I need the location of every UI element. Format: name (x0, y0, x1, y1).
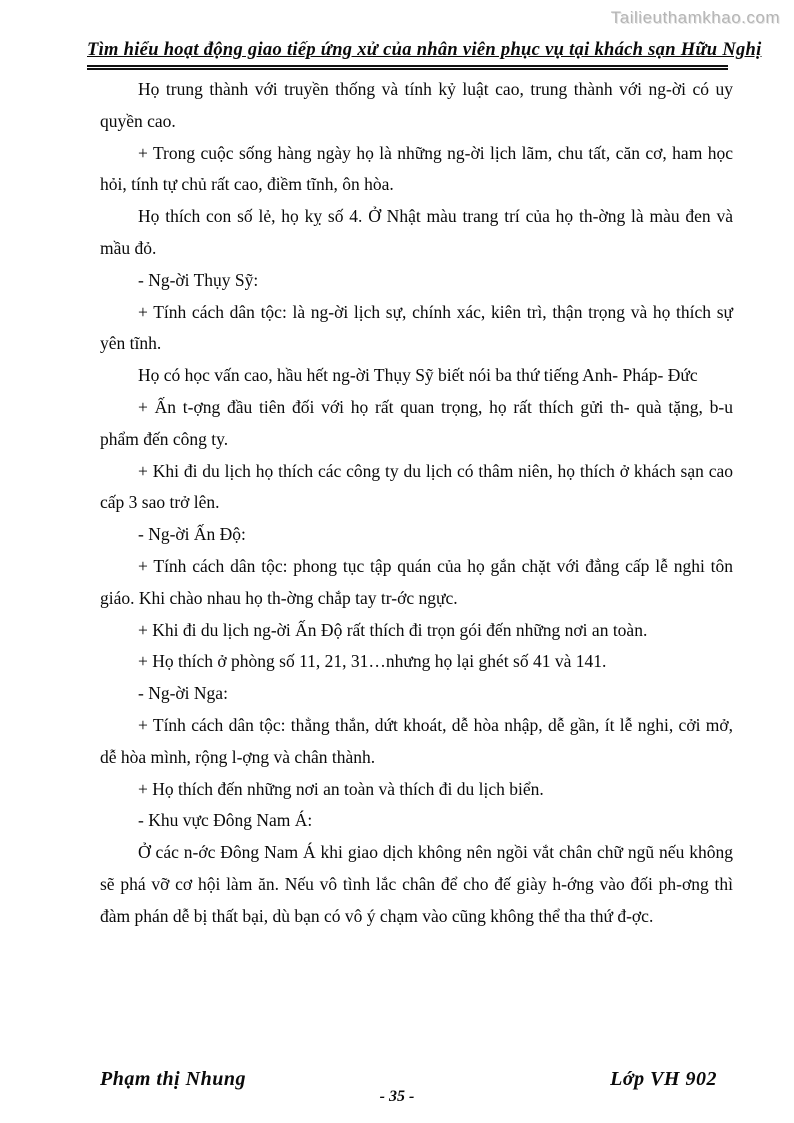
paragraph: Họ có học vấn cao, hầu hết ng-ời Thụy Sỹ biết nói ba thứ tiếng Anh- Pháp- Đức (138, 365, 698, 386)
paragraph: + Khi đi du lịch ng-ời Ấn Độ rất thích đi trọn gói đến những nơi an toàn. (138, 619, 648, 640)
document-body (100, 74, 733, 933)
paragraph: Ở các n-ớc Đông Nam Á khi giao dịch không nên ngồi vắt chân chữ ngũ nếu không sẽ phá vỡ cơ hội làm ăn. Nếu vô tình lắc chân để cho đế giày h-ớng vào đối ph-ơng thì đàm phán dễ bị thất bại, dù bạn có vô ý chạm vào cũng không thể tha thứ đ-ợc. (100, 842, 733, 926)
paragraph: Họ trung thành với truyền thống và tính kỷ luật cao, trung thành với ng-ời có uy quyền cao. (100, 79, 733, 131)
paragraph: + Tính cách dân tộc: là ng-ời lịch sự, chính xác, kiên trì, thận trọng và họ thích sự yên tĩnh. (100, 301, 733, 354)
header-double-rule (87, 65, 728, 70)
paragraph: + Họ thích đến những nơi an toàn và thích đi du lịch biển. (138, 778, 544, 799)
paragraph: - Ng-ời Thụy Sỹ: (138, 269, 259, 290)
paragraph: - Khu vực Đông Nam Á: (138, 810, 313, 831)
page-title: Tìm hiểu hoạt động giao tiếp ứng xử của nhân viên phục vụ tại khách sạn Hữu Nghị (87, 40, 762, 60)
page-header (87, 40, 762, 70)
paragraph: + Ấn t-ợng đầu tiên đối với họ rất quan trọng, họ rất thích gửi th- quà tặng, b-u phẩm đến công ty. (100, 396, 733, 449)
paragraph: + Khi đi du lịch họ thích các công ty du lịch có thâm niên, họ thích ở khách sạn cao cấp 3 sao trở lên. (100, 460, 733, 513)
paragraph: + Tính cách dân tộc: phong tục tập quán của họ gắn chặt với đẳng cấp lễ nghi tôn giáo. Khi chào nhau họ th-ờng chắp tay tr-ớc ngực. (100, 555, 733, 608)
paragraph: + Tính cách dân tộc: thẳng thắn, dứt khoát, dễ hòa nhập, dễ gần, ít lễ nghi, cởi mở, dễ hòa mình, rộng l-ợng và chân thành. (100, 714, 733, 767)
paragraph: - Ng-ời Ấn Độ: (138, 524, 246, 545)
paragraph: + Trong cuộc sống hàng ngày họ là những ng-ời lịch lãm, chu tất, căn cơ, ham học hỏi, tính tự chủ rất cao, điềm tĩnh, ôn hòa. (100, 142, 733, 195)
footer-class-label: Lớp VH 902 (610, 1068, 717, 1090)
paragraph: - Ng-ời Nga: (138, 683, 228, 704)
paragraph: Họ thích con số lẻ, họ kỵ số 4. Ở Nhật màu trang trí của họ th-ờng là màu đen và mầu đỏ. (100, 206, 733, 258)
watermark: Tailieuthamkhao.com (610, 8, 780, 27)
footer-author: Phạm thị Nhung (100, 1068, 246, 1090)
page-number: - 35 - (379, 1088, 415, 1105)
paragraph: + Họ thích ở phòng số 11, 21, 31…nhưng họ lại ghét số 41 và 141. (138, 651, 607, 672)
